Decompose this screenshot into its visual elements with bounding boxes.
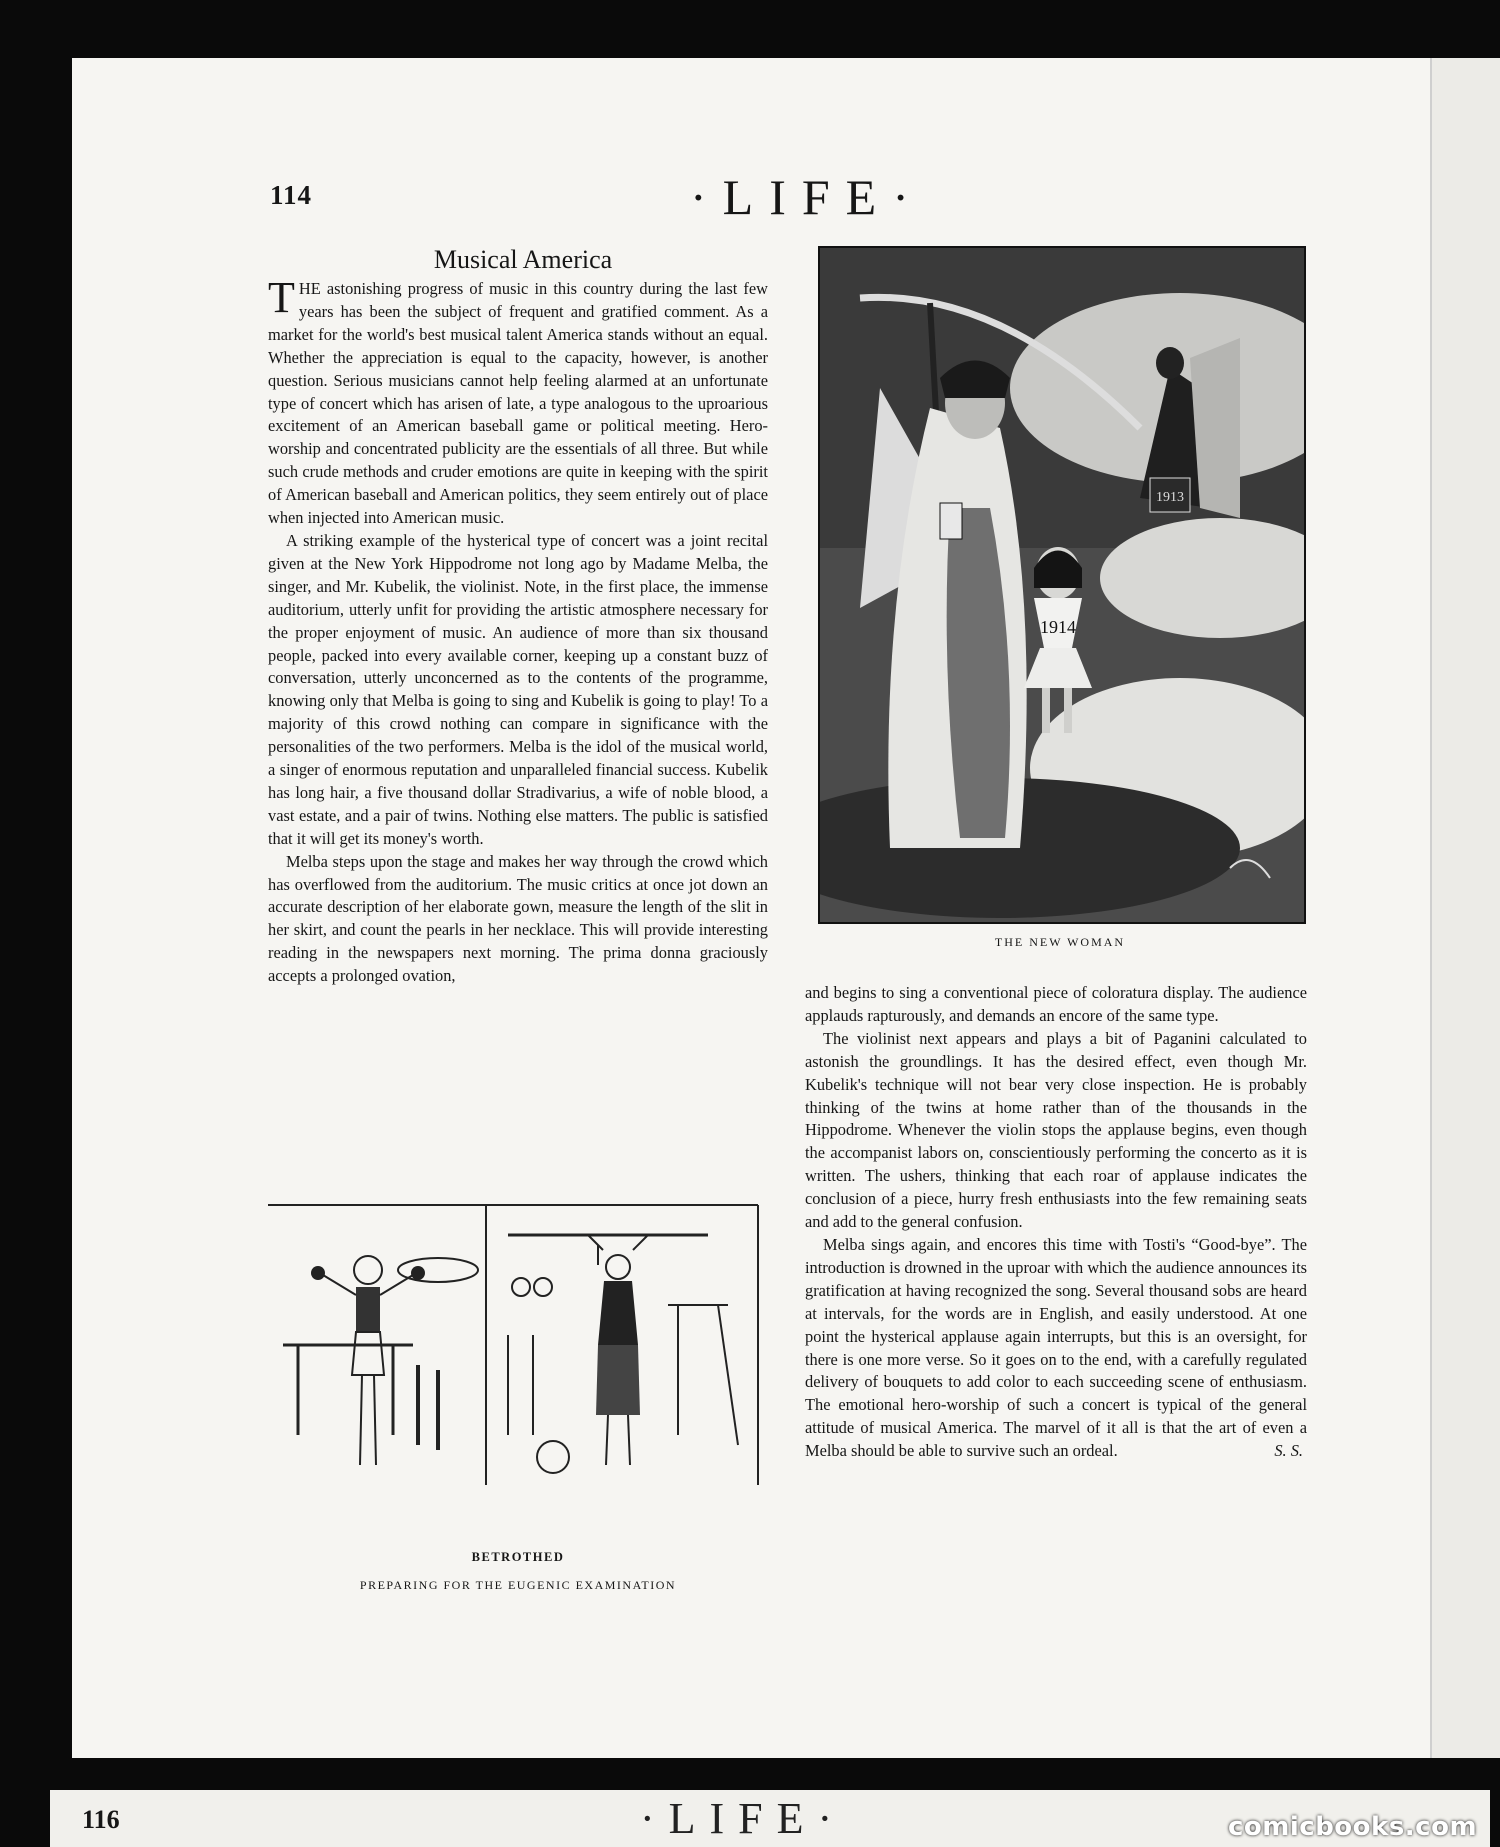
adjacent-page-sliver xyxy=(1432,58,1500,1758)
caption-betrothed-subtitle: PREPARING FOR THE EUGENIC EXAMINATION xyxy=(359,1578,677,1592)
paragraph: Melba sings again, and encores this time with Tosti's “Good-bye”. The introduction is drowned in the uproar with which the audience announces its gratification at having recognized the song. Several thousand sobs are heard at intervals, for the words are in English, and easily understood. At one point the hysterical applause again interrupts, but this is an oversight, for there is one more verse. So it goes on to the end, with a carefully regulated delivery of bouquets to add color to each succeeding scene of enthusiasm. The emotional hero-worship of such a concert is typical of the general attitude of musical America. The marvel of it all is that the art of even a Melba should be able to survive such an ordeal. S. S. xyxy=(805,1234,1307,1463)
next-page-masthead: ·LIFE· xyxy=(640,1794,847,1843)
paragraph: THE astonishing progress of music in this country during the last few years has been the subject of frequent and gratified comment. As a market for the world's best musical talent America stands without an equal. Whether the appreciation is equal to the capacity, however, is another question. Serious musicians cannot help feeling alarmed at an unfortunate type of concert which has arisen of late, a type analogous to the uproarious excitement of an American baseball game or political meeting. Hero-worship and concentrated publicity are the essentials of all three. But while such crude methods and cruder emotions are quite in keeping with the spirit of American baseball and American politics, they seem entirely out of place when injected into American music. xyxy=(268,273,768,528)
caption-betrothed-title: BETROTHED xyxy=(471,1550,565,1564)
drop-cap: T xyxy=(268,273,295,322)
illustration-new-woman xyxy=(818,246,1306,924)
article-column-left xyxy=(268,273,768,988)
site-watermark: comicbooks.com xyxy=(1228,1812,1478,1842)
paragraph: and begins to sing a conventional piece of coloratura display. The audience applauds rapturously, and demands an encore of the same type. xyxy=(805,983,1307,1025)
bag-label: 1913 xyxy=(1156,490,1184,505)
paragraph: A striking example of the hysterical type of concert was a joint recital given at the New York Hippodrome not long ago by Madame Melba, the singer, and Mr. Kubelik, the violinist. Note, in the first place, the immense auditorium, utterly unfit for providing the artistic atmosphere necessary for the proper enjoyment of music. An audience of more than six thousand people, packed into every available corner, keeping up a constant buzz of conversation, utterly unconcerned as to the contents of the programme, knowing only that Melba is going to sing and Kubelik is going to play! To a majority of this crowd nothing can compare in significance with the personalities of the two performers. Melba is the idol of the musical world, a singer of enormous reputation and unparalleled financial success. Kubelik has long hair, a five thousand dollar Stradivarius, a wife of noble blood, a vast estate, and a pair of twins. Nothing else matters. The public is satisfied that it will get its money's worth. xyxy=(268,530,768,848)
next-page-number: 116 xyxy=(82,1805,120,1834)
page-number: 114 xyxy=(270,180,313,210)
paragraph: The violinist next appears and plays a bit of Paganini calculated to astonish the groundlings. It has the desired effect, even though Mr. Kubelik's technique will not bear very close inspection. He is probably thinking of the twins at home rather than of the thousands in the Hippodrome. Whenever the violin stops the applause begins, even though the accompanist labors on, conscientiously performing the concerto as it is written. The ushers, thinking that each roar of applause indicates the conclusion of a piece, hurry fresh enthusiasts into the few remaining seats and add to the general confusion. xyxy=(805,1028,1307,1232)
article-column-right xyxy=(805,982,1307,1463)
author-signature: S. S. xyxy=(1274,1441,1303,1461)
masthead: ·LIFE· xyxy=(690,169,925,225)
paragraph: Melba steps upon the stage and makes her way through the crowd which has overflowed from the auditorium. The music critics at once jot down an accurate description of her elaborate gown, measure the length of the slit in her skirt, and count the pearls in her necklace. This will provide interesting reading in the newspapers next morning. The prima donna graciously accepts a prolonged ovation, xyxy=(268,851,768,986)
article-title: Musical America xyxy=(433,245,613,274)
child-label: 1914 xyxy=(1040,617,1076,637)
new-woman-drawing xyxy=(820,248,1304,922)
betrothed-drawing xyxy=(268,1195,768,1570)
caption-new-woman: THE NEW WOMAN xyxy=(994,935,1126,949)
illustration-betrothed xyxy=(268,1195,768,1570)
